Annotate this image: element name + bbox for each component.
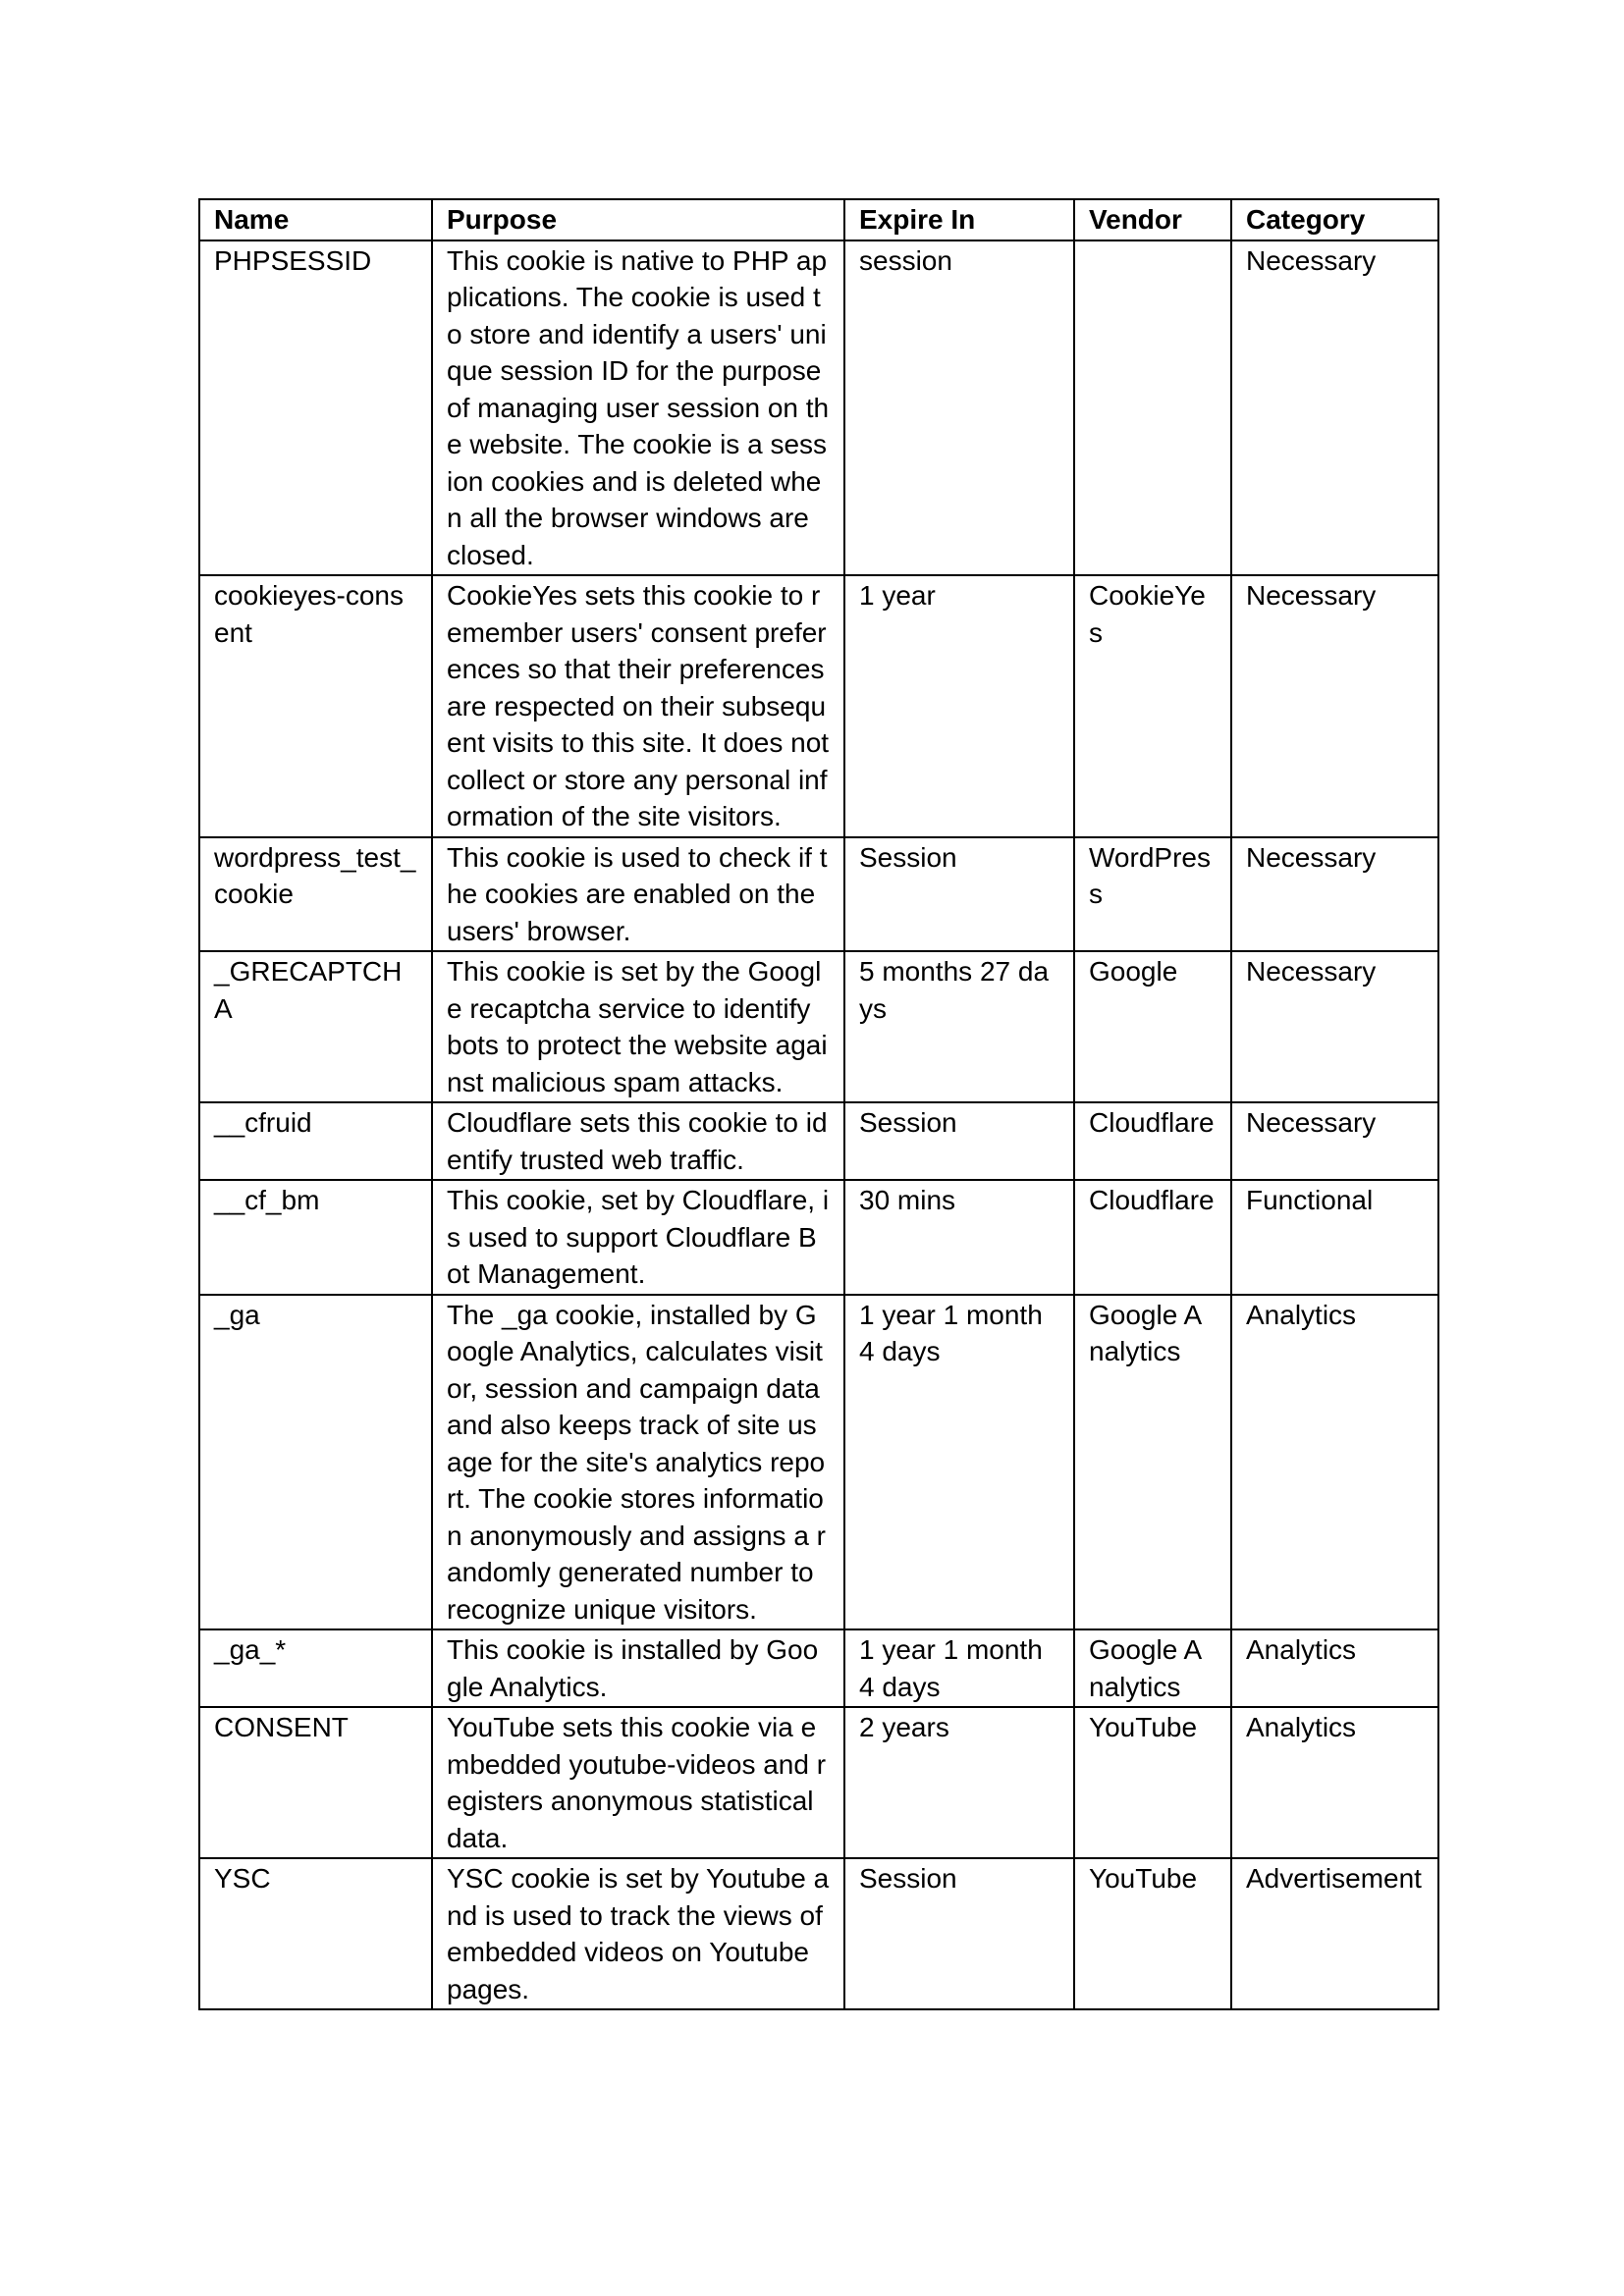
table-row <box>199 575 1438 837</box>
cell-name: _ga <box>199 1295 432 1630</box>
cell-name: YSC <box>199 1858 432 2009</box>
table-row <box>199 837 1438 952</box>
cell-category: Advertisement <box>1231 1858 1438 2009</box>
cell-vendor: Google Analytics <box>1074 1629 1231 1707</box>
cell-category: Necessary <box>1231 951 1438 1102</box>
cell-expire: Session <box>844 1102 1074 1180</box>
cell-category: Necessary <box>1231 240 1438 576</box>
cell-expire: 5 months 27 days <box>844 951 1074 1102</box>
cell-purpose: This cookie is used to check if the cookies are enabled on the users' browser. <box>432 837 844 952</box>
cell-expire: Session <box>844 1858 1074 2009</box>
cell-vendor: YouTube <box>1074 1858 1231 2009</box>
cell-name: __cfruid <box>199 1102 432 1180</box>
cell-name: wordpress_test_cookie <box>199 837 432 952</box>
cell-purpose: YSC cookie is set by Youtube and is used to track the views of embedded videos on Youtube pages. <box>432 1858 844 2009</box>
cell-name: _GRECAPTCHA <box>199 951 432 1102</box>
cell-category: Analytics <box>1231 1295 1438 1630</box>
cell-expire: 1 year 1 month 4 days <box>844 1629 1074 1707</box>
cell-vendor: Google Analytics <box>1074 1295 1231 1630</box>
cell-vendor: YouTube <box>1074 1707 1231 1858</box>
table-row <box>199 951 1438 1102</box>
cell-expire: 2 years <box>844 1707 1074 1858</box>
cell-purpose: This cookie is installed by Google Analytics. <box>432 1629 844 1707</box>
cell-vendor: CookieYes <box>1074 575 1231 837</box>
cell-expire: Session <box>844 837 1074 952</box>
cell-name: cookieyes-consent <box>199 575 432 837</box>
header-purpose: Purpose <box>432 199 844 240</box>
cell-category: Necessary <box>1231 837 1438 952</box>
cell-vendor <box>1074 240 1231 576</box>
table-row <box>199 240 1438 576</box>
table-row <box>199 1858 1438 2009</box>
cell-category: Necessary <box>1231 575 1438 837</box>
cookie-table <box>198 198 1439 2010</box>
header-vendor: Vendor <box>1074 199 1231 240</box>
table-row <box>199 1295 1438 1630</box>
cell-purpose: This cookie is set by the Google recaptcha service to identify bots to protect the website against malicious spam attacks. <box>432 951 844 1102</box>
cell-vendor: Cloudflare <box>1074 1102 1231 1180</box>
cell-expire: 1 year 1 month 4 days <box>844 1295 1074 1630</box>
cell-category: Analytics <box>1231 1707 1438 1858</box>
cell-name: PHPSESSID <box>199 240 432 576</box>
cell-purpose: Cloudflare sets this cookie to identify trusted web traffic. <box>432 1102 844 1180</box>
table-row <box>199 1102 1438 1180</box>
header-name: Name <box>199 199 432 240</box>
cell-purpose: This cookie, set by Cloudflare, is used to support Cloudflare Bot Management. <box>432 1180 844 1295</box>
cell-expire: 1 year <box>844 575 1074 837</box>
cell-vendor: Cloudflare <box>1074 1180 1231 1295</box>
cell-expire: session <box>844 240 1074 576</box>
table-row <box>199 1180 1438 1295</box>
table-header-row <box>199 199 1438 240</box>
header-expire-in: Expire In <box>844 199 1074 240</box>
cell-purpose: This cookie is native to PHP applications. The cookie is used to store and identify a users' unique session ID for the purpose of managing user session on the website. The cookie is a session cookies and is deleted when all the browser windows are closed. <box>432 240 844 576</box>
cell-name: CONSENT <box>199 1707 432 1858</box>
cell-purpose: YouTube sets this cookie via embedded youtube-videos and registers anonymous statistical data. <box>432 1707 844 1858</box>
table-row <box>199 1707 1438 1858</box>
cell-purpose: The _ga cookie, installed by Google Analytics, calculates visitor, session and campaign data and also keeps track of site usage for the site's analytics report. The cookie stores information anonymously and assigns a randomly generated number to recognize unique visitors. <box>432 1295 844 1630</box>
table-row <box>199 1629 1438 1707</box>
cell-purpose: CookieYes sets this cookie to remember users' consent preferences so that their preferences are respected on their subsequent visits to this site. It does not collect or store any personal information of the site visitors. <box>432 575 844 837</box>
cell-name: __cf_bm <box>199 1180 432 1295</box>
cell-vendor: WordPress <box>1074 837 1231 952</box>
cell-category: Necessary <box>1231 1102 1438 1180</box>
table-body <box>199 240 1438 2010</box>
cell-expire: 30 mins <box>844 1180 1074 1295</box>
cell-category: Functional <box>1231 1180 1438 1295</box>
header-category: Category <box>1231 199 1438 240</box>
cell-vendor: Google <box>1074 951 1231 1102</box>
cell-name: _ga_* <box>199 1629 432 1707</box>
cell-category: Analytics <box>1231 1629 1438 1707</box>
